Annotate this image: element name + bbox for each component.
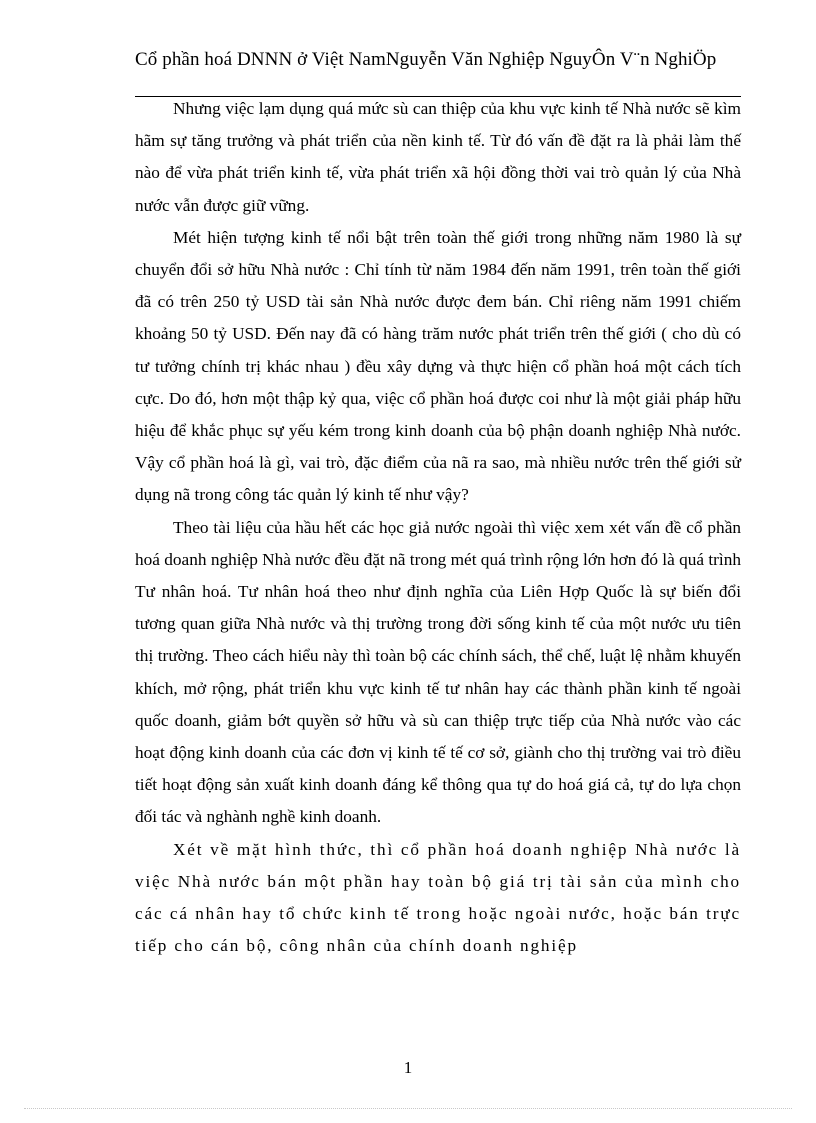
header-title: Cổ phần hoá DNNN ở Việt NamNguyễn Văn Nghiệp NguyÔn V¨n NghiÖp xyxy=(135,49,717,70)
document-body xyxy=(135,93,741,962)
paragraph-1: Nhưng việc lạm dụng quá mức sù can thiệp của khu vực kinh tế Nhà nước sẽ kìm hãm sự tăng trưởng và phát triển của nền kinh tế. Từ đó vấn đề đặt ra là phải làm thế nào để vừa phát triển kinh tế, vừa phát triển xã hội đồng thời vai trò quản lý của Nhà nước vẫn được giữ vững. xyxy=(135,99,741,215)
running-header xyxy=(135,48,745,71)
paragraph-3: Theo tài liệu của hầu hết các học giả nước ngoài thì việc xem xét vấn đề cổ phần hoá doanh nghiệp Nhà nước đều đặt nã trong mét quá trình rộng lớn hơn đó là quá trình Tư nhân hoá. Tư nhân hoá theo như định nghĩa của Liên Hợp Quốc là sự biến đổi tương quan giữa Nhà nước và thị trường trong đời sống kinh tế của một nước ưu tiên thị trường. Theo cách hiểu này thì toàn bộ các chính sách, thể chế, luật lệ nhằm khuyến khích, mở rộng, phát triển khu vực kinh tế tư nhân hay các thành phần kinh tế ngoài quốc doanh, giảm bớt quyền sở hữu và sù can thiệp trực tiếp của Nhà nước vào các hoạt động kinh doanh của các đơn vị kinh tế tế cơ sở, giành cho thị trường vai trò điều tiết hoạt động sản xuất kinh doanh đáng kể thông qua tự do hoá giá cả, tự do lựa chọn đối tác và nghành nghề kinh doanh. xyxy=(135,517,741,827)
paragraph-4: Xét về mặt hình thức, thì cổ phần hoá doanh nghiệp Nhà nước là việc Nhà nước bán một phần hay toàn bộ giá trị tài sản của mình cho các cá nhân hay tổ chức kinh tế trong hoặc ngoài nước, hoặc bán trực tiếp cho cán bộ, công nhân của chính doanh nghiệp xyxy=(135,839,741,956)
paragraph-2: Mét hiện tượng kinh tế nổi bật trên toàn thế giới trong những năm 1980 là sự chuyển đổi sở hữu Nhà nước : Chỉ tính từ năm 1984 đến năm 1991, trên toàn thế giới đã có trên 250 tỷ USD tài sản Nhà nước được đem bán. Chỉ riêng năm 1991 chiếm khoảng 50 tỷ USD. Đến nay đã có hàng trăm nước phát triển trên thế giới ( cho dù có tư tưởng chính trị khác nhau ) đều xây dựng và thực hiện cổ phần hoá một cách tích cực. Do đó, hơn một thập kỷ qua, việc cổ phần hoá được coi như là một giải pháp hữu hiệu để khắc phục sự yếu kém trong kinh doanh của bộ phận doanh nghiệp Nhà nước. Vậy cổ phần hoá là gì, vai trò, đặc điểm của nã ra sao, mà nhiều nước trên thế giới sử dụng nã trong công tác quản lý kinh tế như vậy? xyxy=(135,227,741,505)
page-bottom-divider xyxy=(24,1108,792,1109)
page-number: 1 xyxy=(403,1058,413,1077)
